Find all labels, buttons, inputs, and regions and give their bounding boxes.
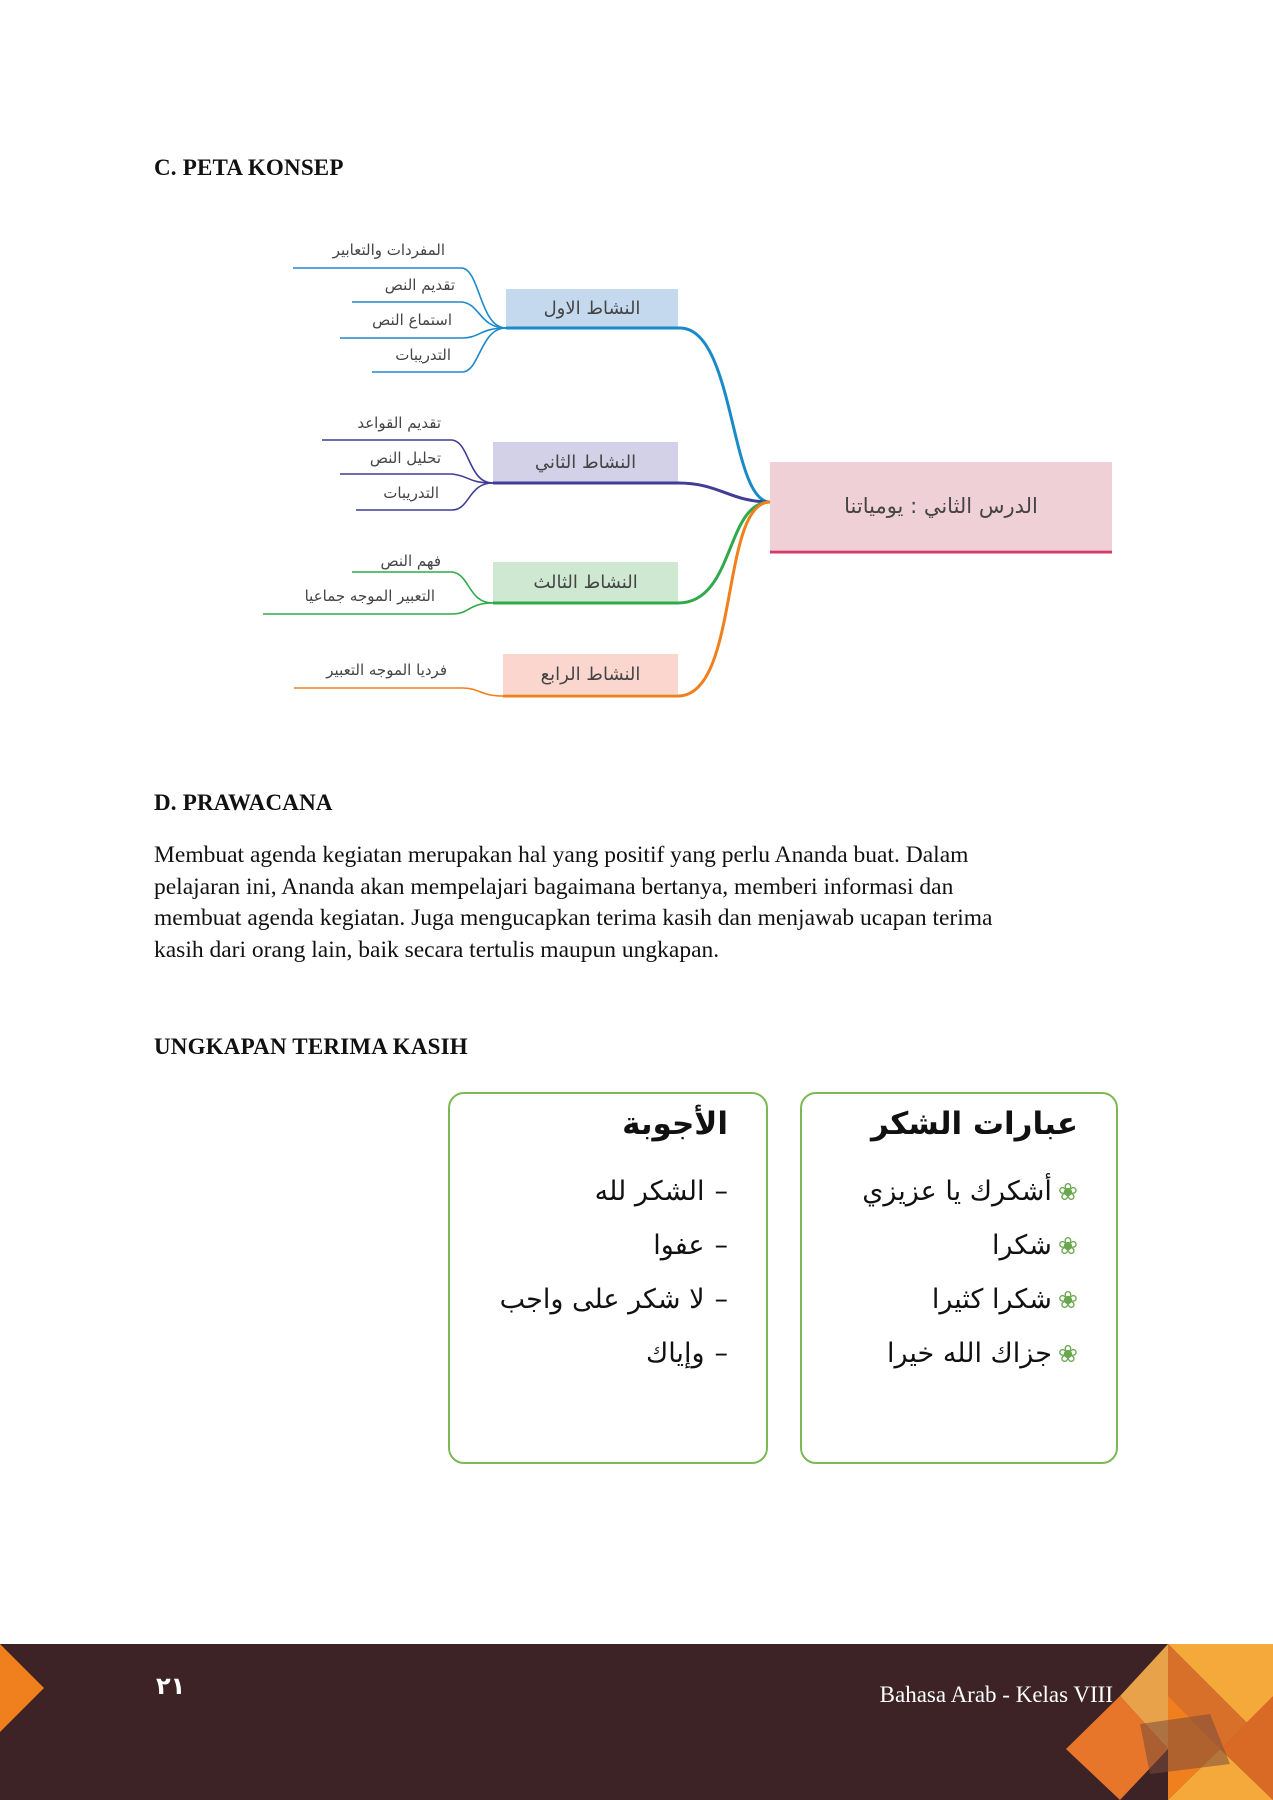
concept-map-connectors (0, 0, 1273, 760)
dash-icon: – (714, 1284, 728, 1315)
leaf-1-3: استماع النص (372, 311, 452, 329)
flower-icon: ❀ (1057, 1231, 1078, 1260)
prawacana-paragraph (154, 840, 1114, 966)
thanks-card-title: عبارات الشكر (870, 1106, 1078, 1142)
dash-icon: – (714, 1176, 728, 1207)
branch-node-2: النشاط الثاني (534, 451, 637, 473)
thanks-item: ❀ أشكرك يا عزيزي (862, 1176, 1078, 1207)
branch-node-3: النشاط الثالث (533, 571, 638, 593)
prawacana-line: kasih dari orang lain, baik secara tertulis maupun ungkapan. (154, 936, 720, 963)
concept-root-node: الدرس الثاني : يومياتنا (844, 494, 1038, 518)
leaf-4-1: فرديا الموجه التعبير (326, 661, 447, 679)
flower-icon: ❀ (1057, 1177, 1078, 1206)
footer-triangle-decoration-icon (0, 1644, 1273, 1800)
leaf-3-2: التعبير الموجه جماعيا (304, 587, 435, 605)
answer-item: – عفوا (653, 1230, 728, 1261)
answers-card-title: الأجوبة (622, 1106, 728, 1142)
leaf-2-2: تحليل النص (369, 449, 441, 467)
page-number: ٢١ (156, 1672, 186, 1700)
leaf-2-3: التدريبات (383, 484, 439, 502)
answer-item: – وإياك (645, 1338, 728, 1369)
section-heading-ungkapan: UNGKAPAN TERIMA KASIH (154, 1034, 468, 1059)
flower-icon: ❀ (1057, 1285, 1078, 1314)
prawacana-line: Membuat agenda kegiatan merupakan hal yang positif yang perlu Ananda buat. Dalam (154, 842, 969, 868)
thanks-item: ❀ جزاك الله خيرا (887, 1338, 1078, 1369)
book-title: Bahasa Arab - Kelas VIII (879, 1682, 1113, 1707)
branch-node-1: النشاط الاول (543, 297, 641, 319)
thanks-expressions-card (800, 1092, 1118, 1464)
branch-node-4: النشاط الرابع (540, 663, 641, 685)
thanks-item: ❀ شكرا كثيرا (931, 1284, 1078, 1315)
thanks-item: ❀ شكرا (991, 1230, 1078, 1261)
leaf-1-2: تقديم النص (384, 276, 455, 294)
prawacana-line: membuat agenda kegiatan. Juga mengucapkan terima kasih dan menjawab ucapan terima (154, 905, 993, 931)
dash-icon: – (714, 1338, 728, 1369)
answers-card (448, 1092, 768, 1464)
answer-item: – لا شكر على واجب (499, 1284, 728, 1315)
section-heading-peta-konsep: C. PETA KONSEP (154, 155, 344, 180)
leaf-1-4: التدريبات (395, 346, 451, 364)
leaf-3-1: فهم النص (380, 552, 441, 570)
flower-icon: ❀ (1057, 1339, 1078, 1368)
answer-item: – الشكر لله (594, 1176, 728, 1207)
prawacana-line: pelajaran ini, Ananda akan mempelajari bagaimana bertanya, memberi informasi dan (154, 873, 954, 900)
leaf-2-1: تقديم القواعد (357, 414, 441, 432)
leaf-1-1: المفردات والتعابير (332, 241, 445, 259)
section-heading-prawacana: D. PRAWACANA (154, 790, 333, 815)
dash-icon: – (714, 1230, 728, 1261)
